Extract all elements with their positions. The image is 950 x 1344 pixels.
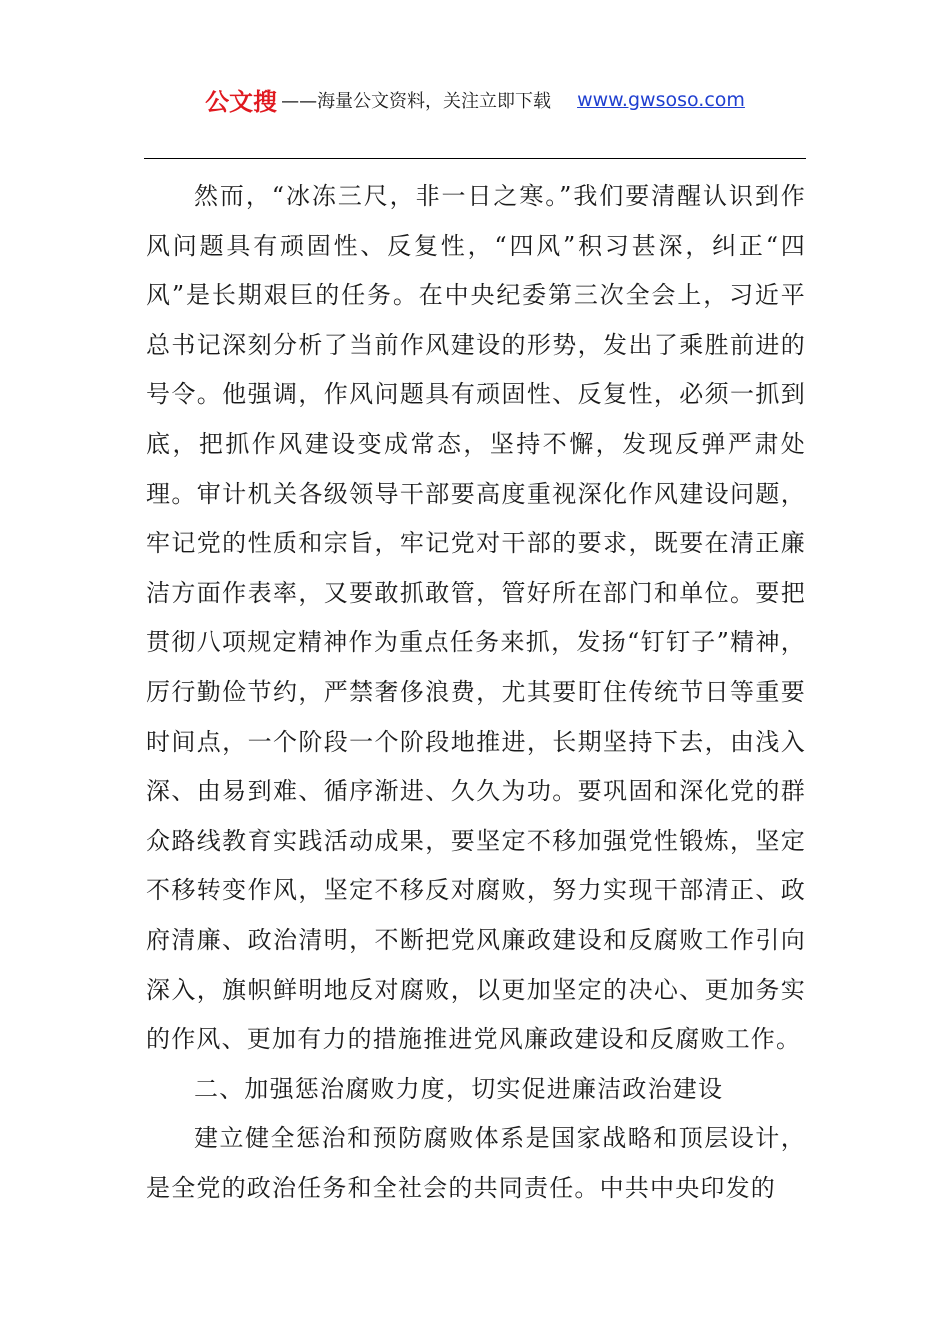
- body-paragraph: 建立健全惩治和预防腐败体系是国家战略和顶层设计，是全党的政治任务和全社会的共同责任。中共中央印发的: [146, 1124, 806, 1202]
- section-heading: 二、加强惩治腐败力度，切实促进廉洁政治建设: [194, 1074, 724, 1103]
- document-body: [146, 172, 806, 1213]
- header-divider: [144, 158, 806, 159]
- header-tagline: ——海量公文资料，关注立即下载: [281, 90, 552, 112]
- brand-logo-text: 公文搜: [205, 88, 278, 116]
- website-link[interactable]: www.gwsoso.com: [577, 88, 745, 111]
- body-paragraph: 然而，“冰冻三尺，非一日之寒。”我们要清醒认识到作风问题具有顽固性、反复性，“四风”积习甚深，纠正“四风”是长期艰巨的任务。在中央纪委第三次全会上，习近平总书记深刻分析了当前作风建设的形势，发出了乘胜前进的号令。他强调，作风问题具有顽固性、反复性，必须一抓到底，把抓作风建设变成常态，坚持不懈，发现反弹严肃处理。审计机关各级领导干部要高度重视深化作风建设问题，牢记党的性质和宗旨，牢记党对干部的要求，既要在清正廉洁方面作表率，又要敢抓敢管，管好所在部门和单位。要把贯彻八项规定精神作为重点任务来抓，发扬“钉钉子”精神，厉行勤俭节约，严禁奢侈浪费，尤其要盯住传统节日等重要时间点，一个阶段一个阶段地推进，长期坚持下去，由浅入深、由易到难、循序渐进、久久为功。要巩固和深化党的群众路线教育实践活动成果，要坚定不移加强党性锻炼，坚定不移转变作风，坚定不移反对腐败，努力实现干部清正、政府清廉、政治清明，不断把党风廉政建设和反腐败工作引向深入，旗帜鲜明地反对腐败，以更加坚定的决心、更加务实的作风、更加有力的措施推进党风廉政建设和反腐败工作。: [146, 182, 806, 1054]
- page-header: [0, 82, 950, 118]
